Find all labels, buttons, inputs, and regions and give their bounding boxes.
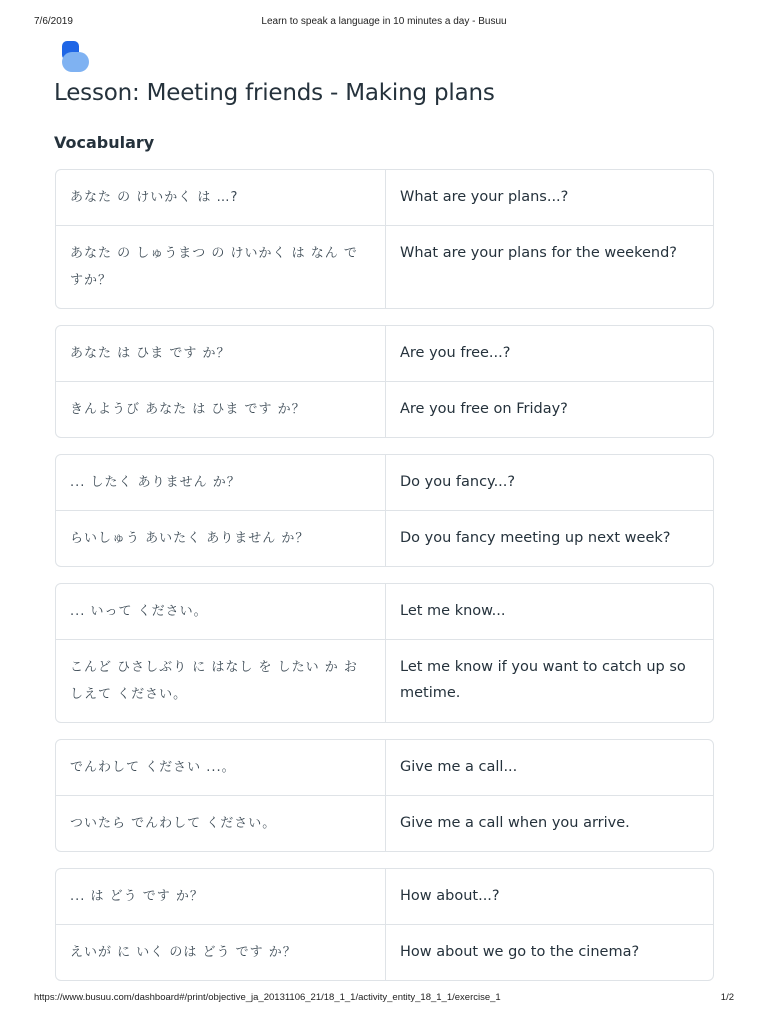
vocab-row xyxy=(56,510,713,566)
vocab-row xyxy=(56,225,713,308)
vocabulary-list xyxy=(55,169,714,997)
japanese-phrase: あなた は ひま です か？ xyxy=(56,326,386,381)
print-page-title: Learn to speak a language in 10 minutes a day - Busuu xyxy=(261,16,507,27)
english-translation: Give me a call... xyxy=(400,759,518,775)
japanese-phrase: ... したく ありません か？ xyxy=(56,455,386,510)
english-translation: Let me know... xyxy=(400,603,506,619)
vocab-group xyxy=(55,325,714,438)
vocab-row xyxy=(56,170,713,225)
english-translation: Do you fancy meeting up next week? xyxy=(400,530,671,546)
japanese-phrase: えいが に いく のは どう です か？ xyxy=(56,925,386,980)
print-header xyxy=(34,16,734,32)
vocab-group xyxy=(55,169,714,309)
lesson-title: Lesson: Meeting friends - Making plans xyxy=(54,80,495,106)
vocab-group xyxy=(55,583,714,723)
print-footer xyxy=(34,992,734,1006)
print-date: 7/6/2019 xyxy=(34,16,73,27)
japanese-phrase: ... は どう です か？ xyxy=(56,869,386,924)
vocab-group xyxy=(55,739,714,852)
vocab-row xyxy=(56,869,713,924)
english-translation: What are your plans for the weekend? xyxy=(400,245,677,261)
english-translation: Let me know if you want to catch up sometime. xyxy=(400,659,686,701)
busuu-logo-icon xyxy=(58,40,90,74)
vocab-group xyxy=(55,454,714,567)
english-translation: Give me a call when you arrive. xyxy=(400,815,630,831)
page-number: 1/2 xyxy=(720,992,734,1003)
japanese-phrase: ついたら でんわして ください。 xyxy=(56,796,386,851)
page-url: https://www.busuu.com/dashboard#/print/objective_ja_20131106_21/18_1_1/activity_entity_18_1_1/exercise_1 xyxy=(34,992,501,1003)
japanese-phrase: ... いって ください。 xyxy=(56,584,386,639)
vocab-row xyxy=(56,326,713,381)
english-translation: What are your plans...? xyxy=(400,189,569,205)
english-translation: Are you free...? xyxy=(400,345,511,361)
vocab-row xyxy=(56,924,713,980)
english-translation: Do you fancy...? xyxy=(400,474,516,490)
vocab-row xyxy=(56,740,713,795)
japanese-phrase: でんわして ください ...。 xyxy=(56,740,386,795)
japanese-phrase: きんようび あなた は ひま です か？ xyxy=(56,382,386,437)
english-translation: How about...? xyxy=(400,888,500,904)
vocab-group xyxy=(55,868,714,981)
japanese-phrase: らいしゅう あいたく ありません か？ xyxy=(56,511,386,566)
japanese-phrase: あなた の けいかく は …? xyxy=(56,170,386,225)
vocab-row xyxy=(56,584,713,639)
vocab-row xyxy=(56,795,713,851)
section-heading-vocabulary: Vocabulary xyxy=(54,133,155,152)
vocab-row xyxy=(56,455,713,510)
vocab-row xyxy=(56,381,713,437)
vocab-row xyxy=(56,639,713,722)
english-translation: How about we go to the cinema? xyxy=(400,944,640,960)
japanese-phrase: こんど ひさしぶり に はなし を したい か おしえて ください。 xyxy=(56,640,386,722)
english-translation: Are you free on Friday? xyxy=(400,401,568,417)
japanese-phrase: あなた の しゅうまつ の けいかく は なん ですか？ xyxy=(56,226,386,308)
